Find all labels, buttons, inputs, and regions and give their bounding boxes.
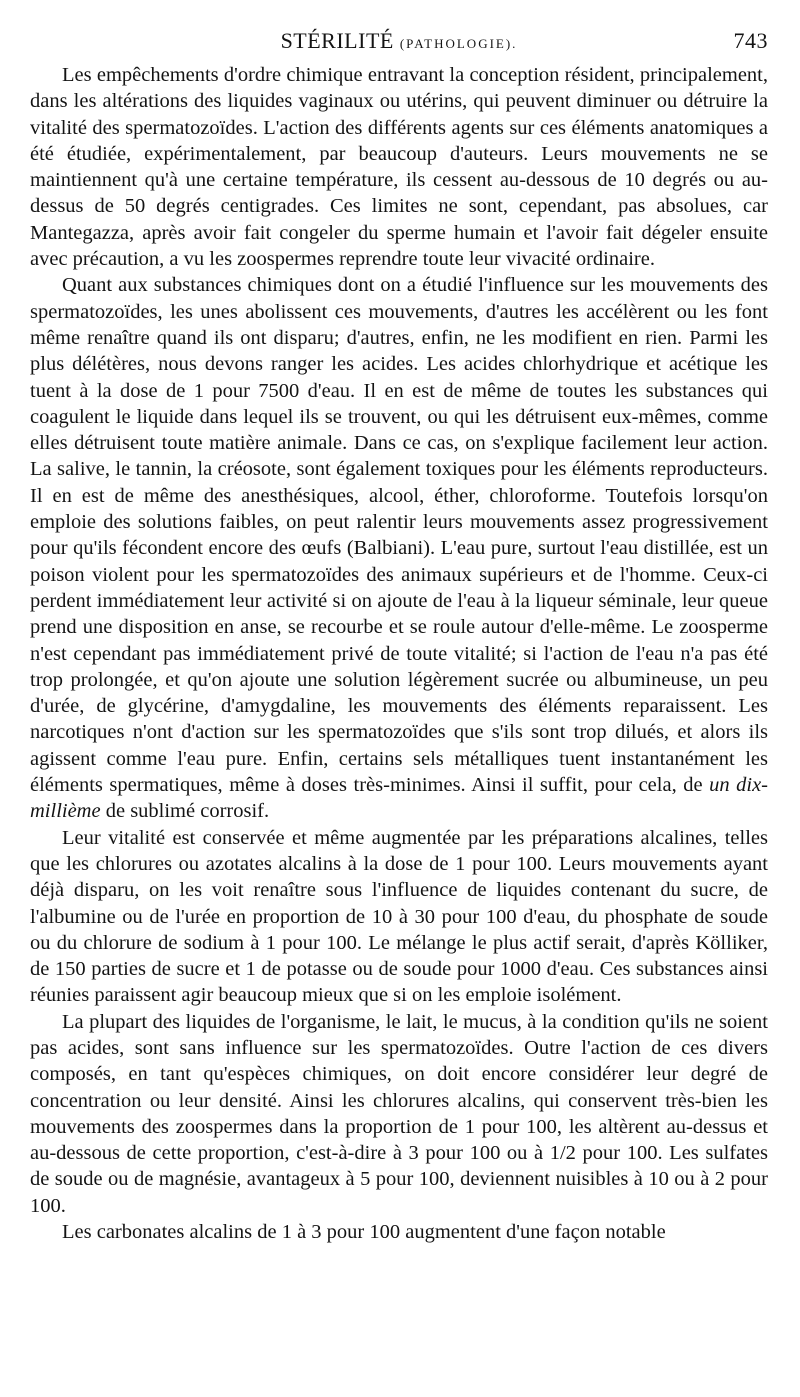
paragraph	[30, 62, 768, 272]
paragraph-text: Les carbonates alcalins de 1 à 3 pour 100 augmentent d'une façon notable	[62, 1221, 666, 1244]
paragraph	[30, 1009, 768, 1219]
book-page	[30, 22, 768, 1245]
running-title-sub: (PATHOLOGIE).	[399, 36, 518, 51]
running-title	[30, 28, 768, 54]
paragraph	[30, 1219, 768, 1245]
body-text	[30, 62, 768, 1245]
running-header	[30, 22, 768, 62]
paragraph	[30, 272, 768, 824]
italic-phrase: un dix-millième	[30, 774, 769, 823]
paragraph	[30, 825, 768, 1009]
running-title-main: STÉRILITÉ	[280, 28, 394, 53]
paragraph-text: La plupart des liquides de l'organisme, le lait, le mucus, à la condition qu'ils ne soient pas acides, sont sans influence sur les spermatozoïdes. Outre l'action de ces divers composés, en tant qu'espèces chimiques, on doit encore considérer leur degré de concentration ou leur densité. Ainsi les chlorures alcalins, qui conservent très-bien les mouvements des zoospermes dans la proportion de 1 pour 100, les altèrent au-dessus et au-dessous de cette proportion, c'est-à-dire à 3 pour 100 ou à 1/2 pour 100. Les sulfates de soude ou de magnésie, avantageux à 5 pour 100, deviennent nuisibles à 10 ou à 2 pour 100.	[30, 1010, 768, 1217]
paragraph-text: Quant aux substances chimiques dont on a étudié l'influence sur les mouvements des spermatozoïdes, les unes abolissent ces mouvements, d'autres les accélèrent ou les font même renaître quand ils ont disparu; d'autres, enfin, ne les modifient en rien. Parmi les plus délétères, nous devons ranger les acides. Les acides chlorhydrique et acétique les tuent à la dose de 1 pour 7500 d'eau. Il en est de même de toutes les substances qui coagulent le liquide dans lequel ils se trouvent, ou qui les détruisent eux-mêmes, comme elles détruisent toute matière animale. Dans ce cas, on s'explique facilement leur action. La salive, le tannin, la créosote, sont également toxiques pour les éléments reproducteurs. Il en est de même des anesthésiques, alcool, éther, chloroforme. Toutefois lorsqu'on emploie des solutions faibles, on peut ralentir leurs mouvements assez progressivement pour qu'ils fécondent encore des œufs (Balbiani). L'eau pure, surtout l'eau distillée, est un poison violent pour les spermatozoïdes des animaux supérieurs et de l'homme. Ceux-ci perdent immédiatement leur activité si on ajoute de l'eau à la liqueur séminale, leur queue prend une disposition en anse, se recourbe et se roule autour d'elle-même. Le zoosperme n'est cependant pas immédiatement privé de toute vitalité; si l'action de l'eau n'a pas été trop prolongée, et qu'on ajoute une solution légèrement sucrée ou albumineuse, un peu d'urée, de glycérine, d'amygdaline, les mouvements des éléments reparaissent. Les narcotiques n'ont d'action sur les spermatozoïdes que s'ils sont trop dilués, et alors ils agissent comme l'eau pure. Enfin, certains sels métalliques tuent instantanément les éléments spermatiques, même à doses très-minimes. Ainsi il suffit, pour cela, de	[30, 274, 768, 797]
paragraph-text: Les empêchements d'ordre chimique entravant la conception résident, principalement, dans les altérations des liquides vaginaux ou utérins, qui peuvent diminuer ou détruire la vitalité des spermatozoïdes. L'action des différents agents sur ces éléments anatomiques a été étudiée, expérimentalement, par beaucoup d'auteurs. Leurs mouvements ne se maintiennent qu'à une certaine température, ils cessent au-dessous de 10 degrés ou au-dessus de 50 degrés centigrades. Ces limites ne sont, cependant, pas absolues, car Mantegazza, après avoir fait congeler du sperme humain et l'avoir fait dégeler ensuite avec précaution, a vu les zoospermes reprendre toute leur vivacité ordinaire.	[30, 64, 768, 271]
paragraph-text-end: de sublimé corrosif.	[100, 800, 270, 823]
page-number: 743	[733, 28, 768, 53]
paragraph-text: Leur vitalité est conservée et même augmentée par les préparations alcalines, telles que les chlorures ou azotates alcalins à la dose de 1 pour 100. Leurs mouvements ayant déjà disparu, on les voit renaître sous l'influence de liquides contenant du sucre, de l'albumine ou de l'urée en proportion de 10 à 30 pour 100 d'eau, du phosphate de soude ou du chlorure de sodium à 1 pour 100. Le mélange le plus actif serait, d'après Kölliker, de 150 parties de sucre et 1 de potasse ou de soude pour 1000 d'eau. Ces substances ainsi réunies paraissent agir beaucoup mieux que si on les emploie isolément.	[30, 826, 768, 1007]
